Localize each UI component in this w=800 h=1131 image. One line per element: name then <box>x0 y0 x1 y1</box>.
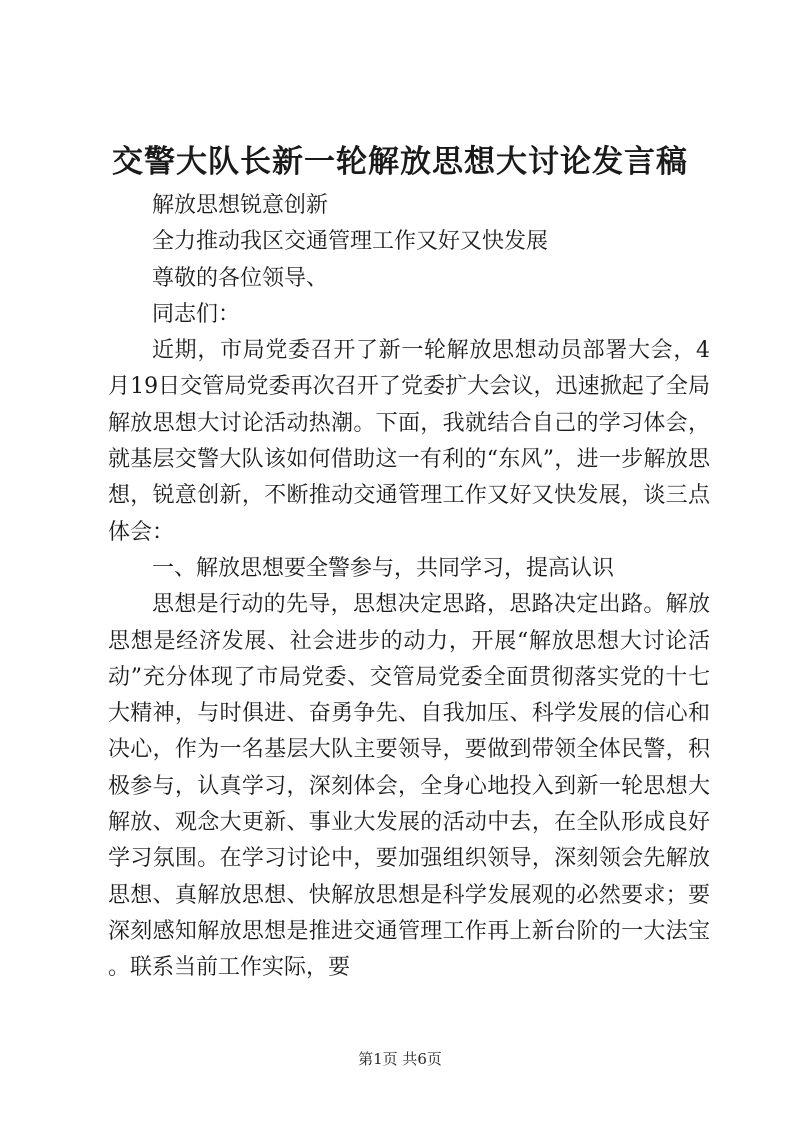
subtitle-line-2: 全力推动我区交通管理工作又好又快发展 <box>152 229 549 255</box>
subtitle-line-1: 解放思想锐意创新 <box>152 193 329 218</box>
intro-paragraph: 近期，市局党委召开了新一轮解放思想动员部署大会，4月19日交管局党委再次召开了党委扩大会议，迅速掀起了全局解放思想大讨论活动热潮。下面，我就结合自己的学习体会，就基层交警大队该如何借助这一有利的“东风”，进一步解放思想，锐意创新，不断推动交通管理工作又好又快发展，谈三点体会： <box>108 338 710 545</box>
page-number-footer: 第1页 共6页 <box>358 1050 442 1068</box>
section-heading-1: 一、解放思想要全警参与，共同学习，提高认识 <box>152 555 615 581</box>
document-body <box>108 188 710 987</box>
document-title: 交警大队长新一轮解放思想大讨论发言稿 <box>112 144 688 180</box>
section-1-paragraph: 思想是行动的先导，思想决定思路，思路决定出路。解放思想是经济发展、社会进步的动力，开展“解放思想大讨论活动”充分体现了市局党委、交管局党委全面贯彻落实党的十七大精神，与时俱进、奋勇争先、自我加压、科学发展的信心和决心，作为一名基层大队主要领导，要做到带领全体民警，积极参与，认真学习，深刻体会，全身心地投入到新一轮思想大解放、观念大更新、事业大发展的活动中去，在全队形成良好学习氛围。在学习讨论中，要加强组织领导，深刻领会先解放思想、真解放思想、快解放思想是科学发展观的必然要求；要深刻感知解放思想是推进交通管理工作再上新台阶的一大法宝。联系当前工作实际，要 <box>108 592 710 981</box>
salutation-line-2: 同志们： <box>152 301 241 327</box>
salutation-line-1: 尊敬的各位领导、 <box>152 265 329 291</box>
